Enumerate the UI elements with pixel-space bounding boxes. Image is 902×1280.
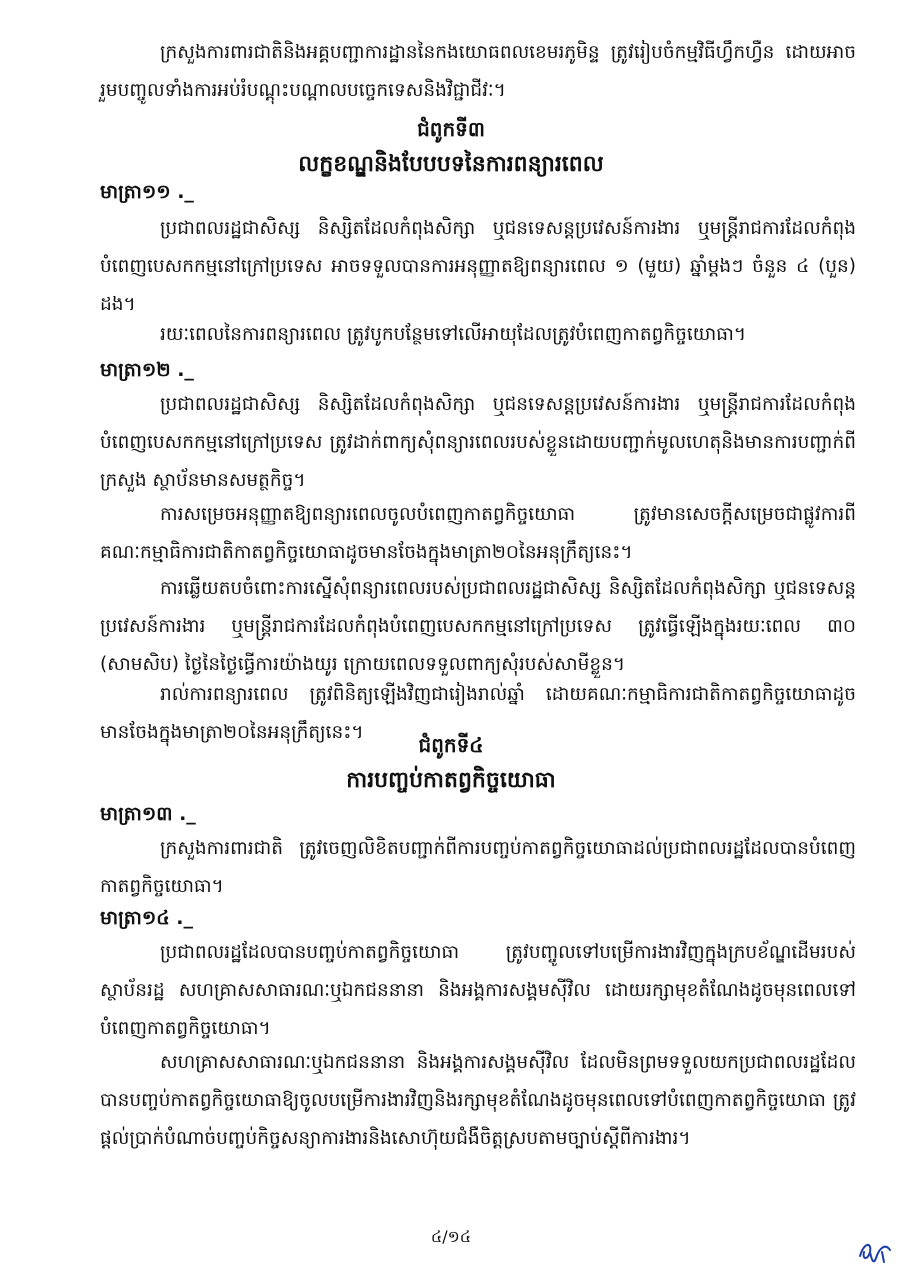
article-13-paragraph-1: ក្រសួងការពារជាតិ ត្រូវចេញលិខិតបញ្ជាក់ពីការបញ្ចប់កាតព្វកិច្ចយោធាដល់ប្រជាពលរដ្ឋដែលបានបំពេញកាតព្វកិច្ចយោធា។ bbox=[100, 838, 856, 897]
article-12-paragraph-2: ការសម្រេចអនុញ្ញាតឱ្យពន្យារពេលចូលបំពេញកាតព្វកិច្ចយោធា ត្រូវមានសេចក្តីសម្រេចជាផ្លូវការពីគណៈកម្មាធិការជាតិកាតព្វកិច្ចយោធាដូចមានចែងក្នុងមាត្រា២០នៃអនុក្រឹត្យនេះ។ bbox=[100, 504, 856, 563]
chapter-3-number: ជំពូកទី៣ bbox=[417, 117, 485, 141]
article-13-heading: មាត្រា១៣ ._ bbox=[100, 803, 196, 825]
article-11-paragraph-1: ប្រជាពលរដ្ឋជាសិស្ស និស្សិតដែលកំពុងសិក្សា ឬជនទេសន្តប្រវេសន៍ការងារ ឬមន្ត្រីរាជការដែលកំពុងបំពេញបេសកកម្មនៅក្រៅប្រទេស អាចទទួលបានការអនុញ្ញាតឱ្យពន្យារពេល ១ (មួយ) ឆ្នាំម្តងៗ ចំនួន ៤ (បួន) ដង។ bbox=[100, 218, 856, 315]
article-12-paragraph-4: រាល់ការពន្យារពេល ត្រូវពិនិត្យឡើងវិញជារៀងរាល់ឆ្នាំ ដោយគណៈកម្មាធិការជាតិកាតព្វកិច្ចយោធាដូចមានចែងក្នុងមាត្រា២០នៃអនុក្រឹត្យនេះ។ bbox=[100, 684, 856, 743]
article-12-paragraph-3: ការឆ្លើយតបចំពោះការស្នើសុំពន្យារពេលរបស់ប្រជាពលរដ្ឋជាសិស្ស និស្សិតដែលកំពុងសិក្សា ឬជនទេសន្តប្រវេសន៍ការងារ ឬមន្ត្រីរាជការដែលកំពុងបំពេញបេសកកម្មនៅក្រៅប្រទេស ត្រូវធ្វើឡើងក្នុងរយៈពេល ៣០ (សាមសិប) ថ្ងៃនៃថ្ងៃធ្វើការយ៉ាងយូរ ក្រោយពេលទទួលពាក្យសុំរបស់សាមីខ្លួន។ bbox=[100, 578, 856, 675]
chapter-4-title: ការបញ្ចប់កាតព្វកិច្ចយោធា bbox=[346, 768, 556, 793]
article-14-heading: មាត្រា១៤ ._ bbox=[100, 907, 194, 929]
article-14-paragraph-1: ប្រជាពលរដ្ឋដែលបានបញ្ចប់កាតព្វកិច្ចយោធា ត្រូវបញ្ចូលទៅបម្រើការងារវិញក្នុងក្របខ័ណ្ឌដើមរបស់ស្ថាប័នរដ្ឋ សហគ្រាសសាធារណៈឬឯកជននានា និងអង្គការសង្គមស៊ីវិល ដោយរក្សាមុខតំណែងដូចមុនពេលទៅបំពេញកាតព្វកិច្ចយោធា។ bbox=[100, 942, 856, 1039]
intro-paragraph: ក្រសួងការពារជាតិនិងអគ្គបញ្ជាការដ្ឋាននៃកងយោធពលខេមរភូមិន្ទ ត្រូវរៀបចំកម្មវិធីហ្វឹកហ្វឺន ដោយអាចរួមបញ្ចូលទាំងការអប់រំបណ្តុះបណ្តាលបច្ចេកទេសនិងវិជ្ជាជីវៈ។ bbox=[100, 42, 856, 101]
article-11-heading: មាត្រា១១ ._ bbox=[100, 181, 194, 203]
article-12-paragraph-1: ប្រជាពលរដ្ឋជាសិស្ស និស្សិតដែលកំពុងសិក្សា ឬជនទេសន្តប្រវេសន៍ការងារ ឬមន្ត្រីរាជការដែលកំពុងបំពេញបេសកកម្មនៅក្រៅប្រទេស ត្រូវដាក់ពាក្យសុំពន្យារពេលរបស់ខ្លួនដោយបញ្ជាក់មូលហេតុនិងមានការបញ្ជាក់ពីក្រសួង ស្ថាប័នមានសមត្ថកិច្ច។ bbox=[100, 394, 856, 491]
chapter-4-number: ជំពូកទី៤ bbox=[418, 733, 484, 757]
chapter-3-title: លក្ខខណ្ឌនិងបែបបទនៃការពន្យារពេល bbox=[298, 152, 604, 177]
page-number: ៤/១៤ bbox=[430, 1227, 472, 1246]
article-11-paragraph-2: រយៈពេលនៃការពន្យារពេល ត្រូវបូកបន្ថែមទៅលើអាយុដែលត្រូវបំពេញកាតព្វកិច្ចយោធា។ bbox=[160, 324, 747, 345]
article-14-paragraph-2: សហគ្រាសសាធារណៈឬឯកជននានា និងអង្គការសង្គមស៊ីវិល ដែលមិនព្រមទទួលយកប្រជាពលរដ្ឋដែលបានបញ្ចប់កាតព្វកិច្ចយោធាឱ្យចូលបម្រើការងារវិញនិងរក្សាមុខតំណែងដូចមុនពេលទៅបំពេញកាតព្វកិច្ចយោធា ត្រូវផ្តល់ប្រាក់បំណាច់បញ្ចប់កិច្ចសន្យាការងារនិងសោហ៊ុយជំងឺចិត្តស្របតាមច្បាប់ស្តីពីការងារ។ bbox=[100, 1052, 856, 1149]
handwritten-initials-icon bbox=[856, 1236, 896, 1266]
article-12-heading: មាត្រា១២ ._ bbox=[100, 359, 194, 381]
